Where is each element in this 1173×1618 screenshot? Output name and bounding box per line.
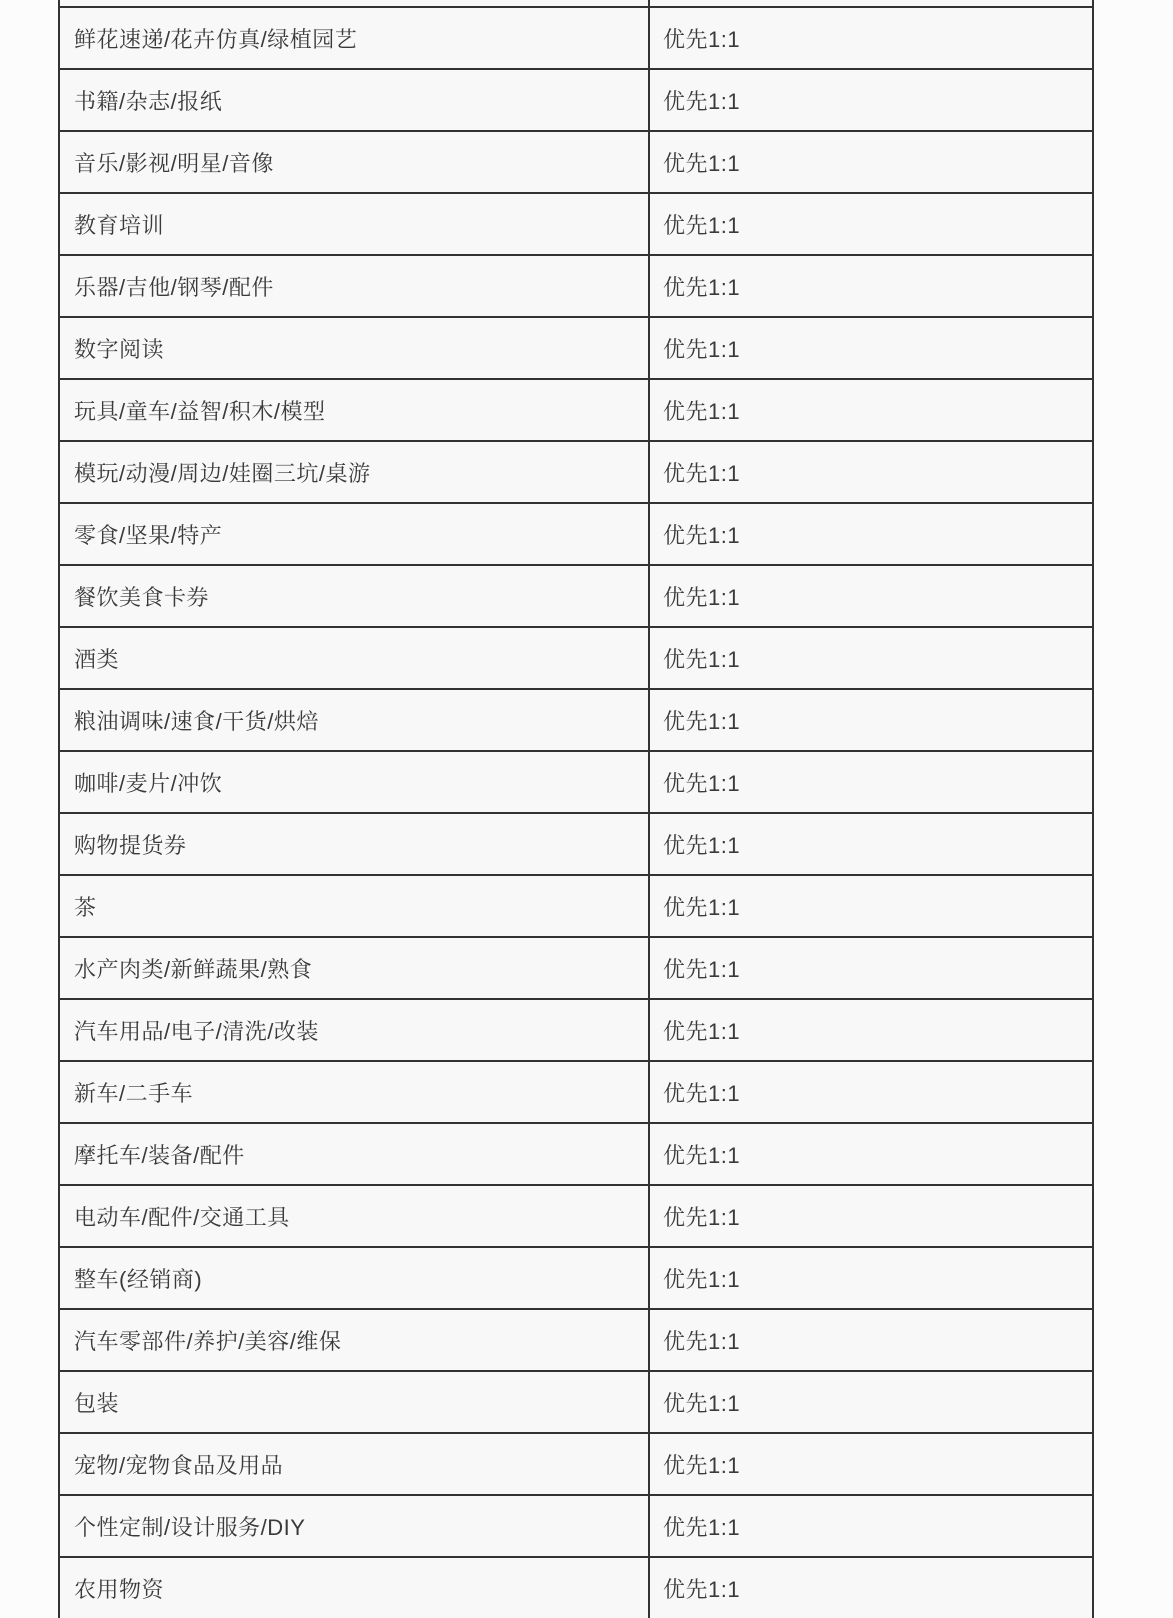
category-text: 教育培训	[74, 212, 165, 238]
category-cell	[60, 0, 650, 6]
category-cell	[60, 1558, 650, 1618]
priority-text: 优先1:1	[663, 1204, 741, 1230]
priority-text: 优先1:1	[663, 212, 741, 238]
category-cell	[60, 70, 650, 130]
priority-cell	[650, 504, 1092, 564]
priority-text: 优先1:1	[663, 26, 741, 52]
priority-cell	[650, 1310, 1092, 1370]
priority-text: 优先1:1	[663, 1018, 741, 1044]
priority-cell	[650, 628, 1092, 688]
category-cell	[60, 938, 650, 998]
priority-cell	[650, 380, 1092, 440]
priority-text: 优先1:1	[663, 708, 741, 734]
priority-text: 优先1:1	[663, 894, 741, 920]
category-text: 书籍/杂志/报纸	[74, 88, 223, 114]
table-row	[60, 688, 1092, 750]
category-text: 音乐/影视/明星/音像	[74, 150, 274, 176]
priority-cell	[650, 0, 1092, 6]
category-text: 摩托车/装备/配件	[74, 1142, 245, 1168]
category-text: 水产肉类/新鲜蔬果/熟食	[74, 956, 313, 982]
category-text: 咖啡/麦片/冲饮	[74, 770, 223, 796]
table-row	[60, 564, 1092, 626]
priority-cell	[650, 1000, 1092, 1060]
priority-cell	[650, 938, 1092, 998]
table-row	[60, 130, 1092, 192]
priority-cell	[650, 752, 1092, 812]
category-cell	[60, 628, 650, 688]
priority-text: 优先1:1	[663, 274, 741, 300]
priority-text: 优先1:1	[663, 646, 741, 672]
table-rows-container	[60, 6, 1092, 1618]
priority-cell	[650, 1062, 1092, 1122]
table-row	[60, 378, 1092, 440]
priority-text: 优先1:1	[663, 522, 741, 548]
category-text: 乐器/吉他/钢琴/配件	[74, 274, 274, 300]
priority-cell	[650, 1558, 1092, 1618]
priority-cell	[650, 256, 1092, 316]
priority-text: 优先1:1	[663, 770, 741, 796]
category-cell	[60, 1124, 650, 1184]
category-text: 新车/二手车	[74, 1080, 194, 1106]
table-row	[60, 68, 1092, 130]
priority-cell	[650, 566, 1092, 626]
table-row	[60, 192, 1092, 254]
category-text: 宠物/宠物食品及用品	[74, 1452, 284, 1478]
priority-text: 优先1:1	[663, 1452, 741, 1478]
priority-text: 优先1:1	[663, 398, 741, 424]
category-text: 粮油调味/速食/干货/烘焙	[74, 708, 319, 734]
category-cell	[60, 132, 650, 192]
category-text: 整车(经销商)	[74, 1266, 203, 1292]
category-text: 电动车/配件/交通工具	[74, 1204, 290, 1230]
priority-text: 优先1:1	[663, 336, 741, 362]
priority-text: 优先1:1	[663, 1514, 741, 1540]
priority-cell	[650, 814, 1092, 874]
category-cell	[60, 566, 650, 626]
category-cell	[60, 1310, 650, 1370]
priority-cell	[650, 1496, 1092, 1556]
priority-cell	[650, 132, 1092, 192]
priority-text: 优先1:1	[663, 1576, 741, 1602]
table-row	[60, 812, 1092, 874]
priority-cell	[650, 1186, 1092, 1246]
table-row	[60, 502, 1092, 564]
priority-cell	[650, 1434, 1092, 1494]
category-text: 农用物资	[74, 1576, 165, 1602]
table-row	[60, 1308, 1092, 1370]
priority-text: 优先1:1	[663, 832, 741, 858]
priority-text: 优先1:1	[663, 1080, 741, 1106]
table-row	[60, 1370, 1092, 1432]
category-text: 购物提货券	[74, 832, 187, 858]
priority-text: 优先1:1	[663, 150, 741, 176]
category-text: 数字阅读	[74, 336, 165, 362]
category-text: 零食/坚果/特产	[74, 522, 223, 548]
category-cell	[60, 318, 650, 378]
category-cell	[60, 504, 650, 564]
priority-text: 优先1:1	[663, 1142, 741, 1168]
priority-text: 优先1:1	[663, 1266, 741, 1292]
table-row	[60, 626, 1092, 688]
category-cell	[60, 876, 650, 936]
category-cell	[60, 690, 650, 750]
category-text: 玩具/童车/益智/积木/模型	[74, 398, 326, 424]
priority-cell	[650, 442, 1092, 502]
table-row	[60, 254, 1092, 316]
category-cell	[60, 8, 650, 68]
priority-text: 优先1:1	[663, 88, 741, 114]
priority-text: 优先1:1	[663, 956, 741, 982]
priority-cell	[650, 70, 1092, 130]
table-row	[60, 440, 1092, 502]
priority-cell	[650, 1124, 1092, 1184]
priority-cell	[650, 876, 1092, 936]
category-text: 模玩/动漫/周边/娃圈三坑/桌游	[74, 460, 371, 486]
table-row	[60, 1122, 1092, 1184]
category-cell	[60, 1372, 650, 1432]
table-row	[60, 1494, 1092, 1556]
table-row	[60, 750, 1092, 812]
priority-text: 优先1:1	[663, 460, 741, 486]
priority-text: 优先1:1	[663, 1390, 741, 1416]
category-text: 汽车用品/电子/清洗/改装	[74, 1018, 319, 1044]
category-cell	[60, 1496, 650, 1556]
table-row-partial-top	[60, 0, 1092, 6]
category-cell	[60, 1186, 650, 1246]
category-cell	[60, 256, 650, 316]
category-cell	[60, 1434, 650, 1494]
category-cell	[60, 752, 650, 812]
table-row	[60, 1060, 1092, 1122]
category-cell	[60, 814, 650, 874]
category-cell	[60, 442, 650, 502]
table-row	[60, 1432, 1092, 1494]
table-row	[60, 6, 1092, 68]
category-text: 茶	[74, 894, 97, 920]
table-row	[60, 874, 1092, 936]
category-text: 个性定制/设计服务/DIY	[74, 1514, 306, 1540]
category-cell	[60, 1000, 650, 1060]
category-cell	[60, 1062, 650, 1122]
category-cell	[60, 1248, 650, 1308]
priority-cell	[650, 1372, 1092, 1432]
category-cell	[60, 194, 650, 254]
priority-text: 优先1:1	[663, 584, 741, 610]
table-row	[60, 936, 1092, 998]
table-row	[60, 316, 1092, 378]
category-text: 餐饮美食卡券	[74, 584, 210, 610]
category-text: 酒类	[74, 646, 120, 672]
category-cell	[60, 380, 650, 440]
priority-cell	[650, 194, 1092, 254]
priority-cell	[650, 8, 1092, 68]
priority-cell	[650, 1248, 1092, 1308]
category-priority-table	[58, 0, 1094, 1618]
table-row	[60, 1556, 1092, 1618]
category-text: 鲜花速递/花卉仿真/绿植园艺	[74, 26, 358, 52]
category-text: 汽车零部件/养护/美容/维保	[74, 1328, 342, 1354]
table-row	[60, 998, 1092, 1060]
priority-cell	[650, 318, 1092, 378]
table-row	[60, 1184, 1092, 1246]
priority-text: 优先1:1	[663, 1328, 741, 1354]
category-text: 包装	[74, 1390, 120, 1416]
table-row	[60, 1246, 1092, 1308]
priority-cell	[650, 690, 1092, 750]
